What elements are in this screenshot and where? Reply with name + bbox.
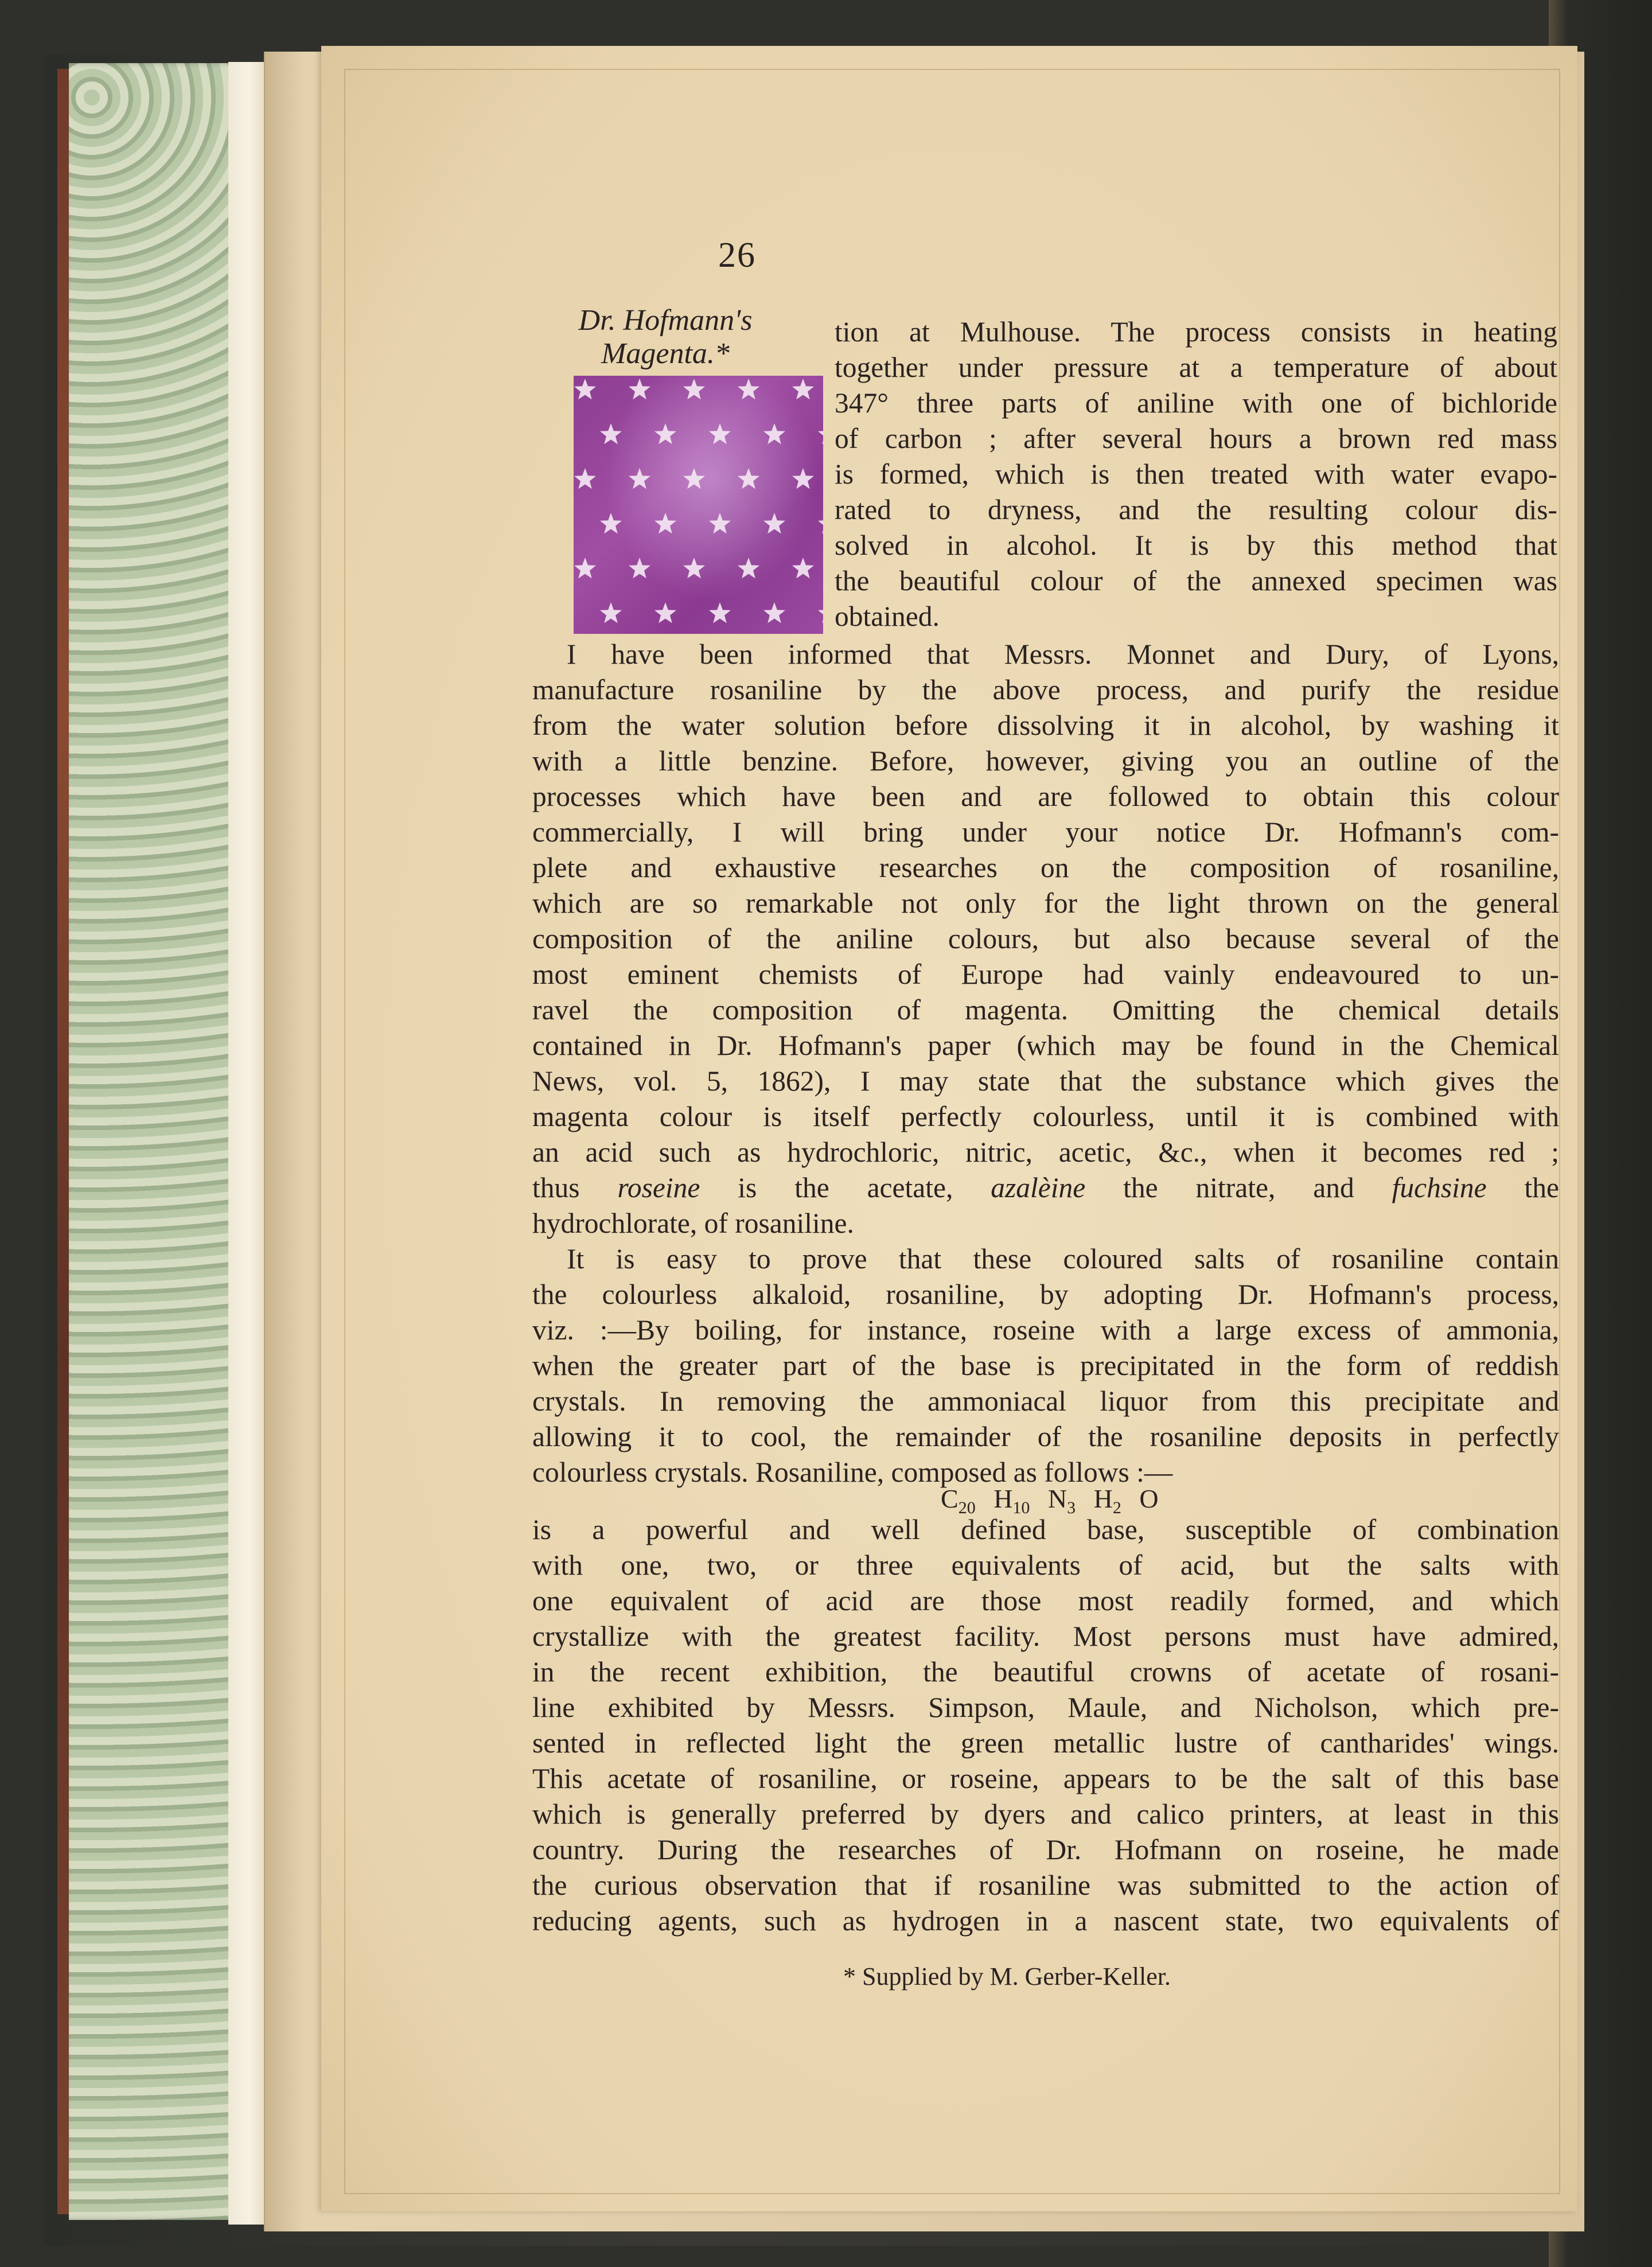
text-line: I have been informed that Messrs. Monnet and Dury, of Lyons, — [567, 638, 1559, 670]
star-motif — [574, 558, 596, 578]
word: is the acetate, — [738, 1172, 953, 1203]
star-motif — [738, 468, 759, 489]
word: thus — [532, 1172, 580, 1203]
formula-element: N — [1047, 1484, 1067, 1513]
formula-subscript: 10 — [1012, 1498, 1030, 1518]
formula-element: H — [993, 1484, 1013, 1513]
star-motif — [763, 602, 785, 623]
star-motif — [709, 513, 731, 533]
star-motif — [709, 602, 731, 623]
star-motif — [738, 379, 759, 399]
text-line: the colourless alkaloid, rosaniline, by adopting Dr. Hofmann's process, — [532, 1279, 1559, 1310]
text-line: commercially, I will bring under your notice Dr. Hofmann's com- — [532, 816, 1559, 848]
text-line: rated to dryness, and the resulting colour dis- — [835, 494, 1557, 525]
text-line: is formed, which is then treated with water evapo- — [835, 458, 1557, 490]
magenta-fabric-sample — [574, 376, 823, 634]
star-motif — [818, 602, 823, 623]
footnote: * Supplied by M. Gerber-Keller. — [843, 1962, 1171, 1991]
text-line: of carbon ; after several hours a brown red mass — [835, 423, 1557, 454]
column-text — [835, 314, 1557, 634]
star-motif — [654, 513, 676, 533]
text-line: an acid such as hydrochloric, nitric, acetic, &c., when it becomes red ; — [532, 1136, 1559, 1168]
star-motif — [654, 602, 676, 623]
star-motif — [683, 558, 705, 578]
star-pattern — [574, 376, 823, 634]
formula-subscript: 2 — [1112, 1498, 1121, 1518]
flyleaf — [228, 62, 264, 2225]
text-line: plete and exhaustive researches on the composition of rosaniline, — [532, 852, 1559, 883]
italic-term-fuchsine: fuchsine — [1392, 1172, 1487, 1203]
text-line: crystallize with the greatest facility. Most persons must have admired, — [532, 1621, 1559, 1652]
marbled-endpaper — [69, 63, 241, 2220]
text-line: which is generally preferred by dyers and calico printers, at least in this — [532, 1798, 1559, 1830]
text-line: which are so remarkable not only for the light thrown on the general — [532, 887, 1559, 919]
text-line: crystals. In removing the ammoniacal liquor from this precipitate and — [532, 1385, 1559, 1417]
text-line: one equivalent of acid are those most readily formed, and which — [532, 1585, 1559, 1616]
text-line: the beautiful colour of the annexed specimen was — [835, 565, 1557, 597]
star-motif — [629, 558, 650, 578]
text-line: colourless crystals. Rosaniline, composed as follows :— — [532, 1456, 1173, 1488]
text-line: most eminent chemists of Europe had vainly endeavoured to un- — [532, 959, 1559, 990]
marginal-label-line2: Magenta.* — [601, 337, 730, 370]
star-motif — [709, 423, 731, 444]
formula-subscript: 3 — [1067, 1498, 1076, 1518]
star-motif — [600, 602, 622, 623]
text-line: processes which have been and are followed to obtain this colour — [532, 781, 1559, 812]
text-line: the curious observation that if rosaniline was submitted to the action of — [532, 1869, 1559, 1901]
star-motif — [763, 513, 785, 533]
formula-element: C — [941, 1484, 959, 1513]
text-line: It is easy to prove that these coloured salts of rosaniline contain — [567, 1243, 1559, 1275]
star-motif — [654, 423, 676, 444]
star-motif — [629, 468, 650, 489]
text-line: reducing agents, such as hydrogen in a nascent state, two equivalents of — [532, 1905, 1559, 1937]
text-line: allowing it to cool, the remainder of the rosaniline deposits in perfectly — [532, 1421, 1559, 1452]
text-line: together under pressure at a temperature of about — [835, 352, 1557, 383]
text-line: ravel the composition of magenta. Omitting the chemical details — [532, 994, 1559, 1026]
word: the nitrate, and — [1123, 1172, 1354, 1203]
text-line: solved in alcohol. It is by this method that — [835, 529, 1557, 561]
marginal-label-line1: Dr. Hofmann's — [578, 304, 753, 337]
text-line: tion at Mulhouse. The process consists in heating — [835, 316, 1557, 348]
text-line: when the greater part of the base is precipitated in the form of reddish — [532, 1350, 1559, 1381]
star-motif — [683, 379, 705, 399]
star-motif — [629, 379, 650, 399]
page-number: 26 — [718, 236, 756, 275]
text-line: sented in reflected light the green metallic lustre of cantharides' wings. — [532, 1727, 1559, 1759]
italic-term-roseine: roseine — [617, 1172, 700, 1203]
text-line: composition of the aniline colours, but also because several of the — [532, 923, 1559, 955]
star-motif — [683, 468, 705, 489]
text-line: is a powerful and well defined base, susceptible of combination — [532, 1514, 1559, 1545]
star-motif — [763, 423, 785, 444]
formula-subscript: 20 — [958, 1498, 976, 1518]
text-line: line exhibited by Messrs. Simpson, Maule, and Nicholson, which pre- — [532, 1692, 1559, 1723]
star-motif — [738, 558, 759, 578]
formula-element: H — [1093, 1484, 1113, 1513]
text-line: This acetate of rosaniline, or roseine, appears to be the salt of this base — [532, 1763, 1559, 1794]
text-line: 347° three parts of aniline with one of bichloride — [835, 387, 1557, 419]
text-line: viz. :—By boiling, for instance, roseine with a large excess of ammonia, — [532, 1314, 1559, 1346]
star-motif — [792, 558, 814, 578]
text-line: from the water solution before dissolving it in alcohol, by washing it — [532, 710, 1559, 741]
star-motif — [574, 379, 596, 399]
text-line: hydrochlorate, of rosaniline. — [532, 1207, 854, 1239]
text-line: with one, two, or three equivalents of acid, but the salts with — [532, 1549, 1559, 1581]
text-line: manufacture rosaniline by the above process, and purify the residue — [532, 674, 1559, 706]
marginal-label — [539, 304, 792, 371]
italic-term-azaleine: azalèine — [991, 1172, 1086, 1203]
text-line: with a little benzine. Before, however, giving you an outline of the — [532, 745, 1559, 777]
star-motif — [600, 513, 622, 533]
star-motif — [792, 379, 814, 399]
text-line: country. During the researches of Dr. Hofmann on roseine, he made — [532, 1834, 1559, 1865]
text-line: News, vol. 5, 1862), I may state that the substance which gives the — [532, 1065, 1559, 1097]
star-motif — [818, 513, 823, 533]
text-line: magenta colour is itself perfectly colourless, until it is combined with — [532, 1101, 1559, 1132]
body-text-continued — [532, 1512, 1559, 1939]
text-line: in the recent exhibition, the beautiful crowns of acetate of rosani- — [532, 1656, 1559, 1688]
star-motif — [574, 468, 596, 489]
star-motif — [818, 423, 823, 444]
star-motif — [792, 468, 814, 489]
formula-element: O — [1139, 1484, 1159, 1513]
body-text — [532, 637, 1559, 1490]
star-motif — [600, 423, 622, 444]
text-line: obtained. — [835, 601, 940, 632]
word: the — [1524, 1172, 1560, 1203]
text-line: contained in Dr. Hofmann's paper (which may be found in the Chemical — [532, 1030, 1559, 1061]
salts-line — [532, 1170, 1559, 1206]
